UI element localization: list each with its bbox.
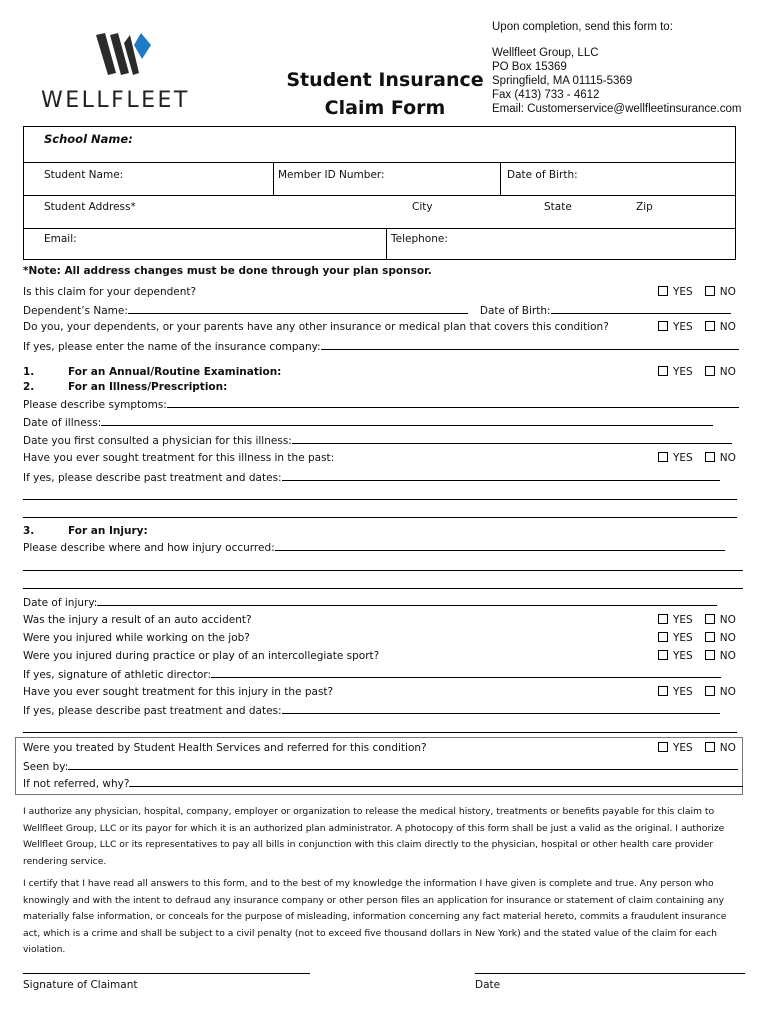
blank-line[interactable] bbox=[23, 570, 743, 571]
yes-label: YES bbox=[673, 614, 693, 626]
student-health-question: Were you treated by Student Health Services and referred for this condition? bbox=[23, 742, 427, 754]
yes-label: YES bbox=[673, 632, 693, 644]
claimant-signature-label: Signature of Claimant bbox=[23, 979, 138, 991]
past-treatment-injury-question: Have you ever sought treatment for this injury in the past? bbox=[23, 686, 334, 698]
wellfleet-logo-icon bbox=[96, 33, 152, 77]
insurance-name-row[interactable] bbox=[23, 340, 739, 353]
yes-no-other-insurance[interactable] bbox=[658, 321, 736, 333]
checkbox-icon[interactable] bbox=[658, 286, 668, 296]
symptoms-row[interactable] bbox=[23, 398, 739, 411]
symptoms-label: Please describe symptoms: bbox=[23, 399, 167, 411]
claimant-signature-line[interactable] bbox=[23, 973, 310, 974]
checkbox-icon[interactable] bbox=[658, 686, 668, 696]
illness-date-label: Date of illness: bbox=[23, 417, 102, 429]
illness-date-row[interactable] bbox=[23, 416, 713, 429]
yes-label: YES bbox=[673, 742, 693, 754]
checkbox-icon[interactable] bbox=[705, 452, 715, 462]
member-id-label: Member ID Number: bbox=[278, 169, 385, 181]
yes-no-dependent[interactable] bbox=[658, 286, 736, 298]
yes-no-job[interactable] bbox=[658, 632, 736, 644]
injury-how-label: Please describe where and how injury occurred: bbox=[23, 542, 275, 554]
date-signature-label: Date bbox=[475, 979, 501, 991]
not-referred-label: If not referred, why? bbox=[23, 778, 130, 790]
past-treatment-illness-question: Have you ever sought treatment for this illness in the past: bbox=[23, 452, 335, 464]
school-name-label: School Name: bbox=[44, 132, 133, 146]
no-label: NO bbox=[719, 366, 736, 378]
dependent-dob-label: Date of Birth: bbox=[479, 305, 551, 317]
blank-line[interactable] bbox=[23, 732, 737, 733]
checkbox-icon[interactable] bbox=[705, 632, 715, 642]
blank-line[interactable] bbox=[23, 517, 737, 518]
insurance-name-label: If yes, please enter the name of the insurance company: bbox=[23, 341, 321, 353]
yes-no-auto[interactable] bbox=[658, 614, 736, 626]
no-label: NO bbox=[719, 742, 736, 754]
checkbox-icon[interactable] bbox=[658, 650, 668, 660]
checkbox-icon[interactable] bbox=[705, 321, 715, 331]
blank-line[interactable] bbox=[23, 588, 743, 589]
address-label: Student Address* bbox=[44, 201, 136, 213]
city-label: City bbox=[412, 201, 433, 213]
yes-label: YES bbox=[673, 650, 693, 662]
checkbox-icon[interactable] bbox=[658, 614, 668, 624]
yes-no-annual[interactable] bbox=[658, 366, 736, 378]
address-line: Wellfleet Group, LLC bbox=[492, 47, 599, 59]
first-consulted-label: Date you first consulted a physician for this illness: bbox=[23, 435, 292, 447]
athletic-director-label: If yes, signature of athletic director: bbox=[23, 669, 212, 681]
dependent-name-row[interactable] bbox=[23, 304, 731, 317]
yes-no-student-health[interactable] bbox=[658, 742, 736, 754]
brand-name: WELLFLEET bbox=[41, 88, 190, 113]
yes-no-sport[interactable] bbox=[658, 650, 736, 662]
athletic-director-row[interactable] bbox=[23, 668, 721, 681]
auto-accident-question: Was the injury a result of an auto accident? bbox=[23, 614, 252, 626]
no-label: NO bbox=[719, 452, 736, 464]
dob-field[interactable] bbox=[500, 162, 736, 196]
address-line: Springfield, MA 01115-5369 bbox=[492, 75, 633, 87]
dob-label: Date of Birth: bbox=[507, 169, 578, 181]
student-name-label: Student Name: bbox=[44, 169, 124, 181]
describe-past-illness-label: If yes, please describe past treatment and dates: bbox=[23, 472, 282, 484]
describe-past-injury-label: If yes, please describe past treatment and dates: bbox=[23, 705, 282, 717]
state-label: State bbox=[544, 201, 572, 213]
describe-past-illness-row[interactable] bbox=[23, 471, 720, 484]
mailing-address bbox=[492, 20, 741, 116]
checkbox-icon[interactable] bbox=[705, 686, 715, 696]
zip-label: Zip bbox=[636, 201, 653, 213]
dependent-question: Is this claim for your dependent? bbox=[23, 286, 197, 298]
checkbox-icon[interactable] bbox=[658, 452, 668, 462]
yes-no-past-injury[interactable] bbox=[658, 686, 736, 698]
illness-row: 2. For an Illness/Prescription: bbox=[23, 381, 228, 393]
not-referred-row[interactable] bbox=[23, 777, 743, 790]
yes-label: YES bbox=[673, 452, 693, 464]
no-label: NO bbox=[719, 686, 736, 698]
injury-date-label: Date of injury: bbox=[23, 597, 98, 609]
yes-label: YES bbox=[673, 286, 693, 298]
dependent-name-label: Dependent’s Name: bbox=[23, 305, 128, 317]
checkbox-icon[interactable] bbox=[658, 742, 668, 752]
other-insurance-question: Do you, your dependents, or your parents have any other insurance or medical plan that covers this condition? bbox=[23, 321, 609, 333]
injury-row: 3. For an Injury: bbox=[23, 525, 148, 537]
sport-question: Were you injured during practice or play of an intercollegiate sport? bbox=[23, 650, 380, 662]
checkbox-icon[interactable] bbox=[658, 366, 668, 376]
school-name-field[interactable] bbox=[23, 126, 736, 163]
yes-label: YES bbox=[673, 686, 693, 698]
seen-by-label: Seen by: bbox=[23, 761, 69, 773]
checkbox-icon[interactable] bbox=[705, 366, 715, 376]
address-note: *Note: All address changes must be done through your plan sponsor. bbox=[23, 265, 432, 277]
no-label: NO bbox=[719, 321, 736, 333]
no-label: NO bbox=[719, 614, 736, 626]
address-line: PO Box 15369 bbox=[492, 61, 567, 73]
injury-how-row[interactable] bbox=[23, 541, 725, 554]
job-question: Were you injured while working on the job? bbox=[23, 632, 250, 644]
address-line: Email: Customerservice@wellfleetinsurance.com bbox=[492, 103, 742, 115]
checkbox-icon[interactable] bbox=[705, 650, 715, 660]
yes-label: YES bbox=[673, 321, 693, 333]
no-label: NO bbox=[719, 650, 736, 662]
annual-exam-row: 1. For an Annual/Routine Examination: bbox=[23, 366, 282, 378]
authorization-text: I authorize any physician, hospital, company, employer or organization to release the medical history, treatments or benefits payable for this claim to Wellfleet Group, LLC or its payor for which it is an authorized plan administrator. A photocopy of this form shall be just a valid as the original. I authorize Wellfleet Group, LLC or its representatives to pay all bills in conjunction with this claim directly to the physician, hospital or other health care provider rendering service. bbox=[23, 806, 725, 867]
checkbox-icon[interactable] bbox=[658, 632, 668, 642]
email-field[interactable] bbox=[23, 228, 387, 260]
student-address-field[interactable] bbox=[23, 195, 736, 229]
seen-by-row[interactable] bbox=[23, 760, 738, 773]
send-to-heading: Upon completion, send this form to: bbox=[492, 21, 673, 33]
date-signature-line[interactable] bbox=[475, 973, 745, 974]
yes-label: YES bbox=[673, 366, 693, 378]
certification-text: I certify that I have read all answers to this form, and to the best of my knowledge the information I have given is complete and true. Any person who knowingly and with the intent to defraud any insurance company or other person files an application for insurance or statement of claim containing any materially false information, or conceals for the purpose of misleading, information concerning any fact material hereto, commits a fraudulent insurance act, which is a crime and shall be subject to a civil penalty (not to exceed five thousand dollars in New York) and the stated value of the claim for each violation. bbox=[23, 878, 727, 955]
checkbox-icon[interactable] bbox=[705, 742, 715, 752]
email-label: Email: bbox=[44, 233, 77, 245]
student-name-field[interactable] bbox=[23, 162, 274, 196]
no-label: NO bbox=[719, 632, 736, 644]
first-consulted-row[interactable] bbox=[23, 434, 732, 447]
checkbox-icon[interactable] bbox=[705, 614, 715, 624]
telephone-field[interactable] bbox=[386, 228, 736, 260]
address-line: Fax (413) 733 - 4612 bbox=[492, 89, 600, 101]
yes-no-past-illness[interactable] bbox=[658, 452, 736, 464]
form-title: Student Insurance Claim Form bbox=[286, 69, 484, 119]
describe-past-injury-row[interactable] bbox=[23, 704, 720, 717]
checkbox-icon[interactable] bbox=[705, 286, 715, 296]
no-label: NO bbox=[719, 286, 736, 298]
telephone-label: Telephone: bbox=[391, 233, 448, 245]
blank-line[interactable] bbox=[23, 499, 737, 500]
injury-date-row[interactable] bbox=[23, 596, 717, 609]
checkbox-icon[interactable] bbox=[658, 321, 668, 331]
member-id-field[interactable] bbox=[273, 162, 501, 196]
